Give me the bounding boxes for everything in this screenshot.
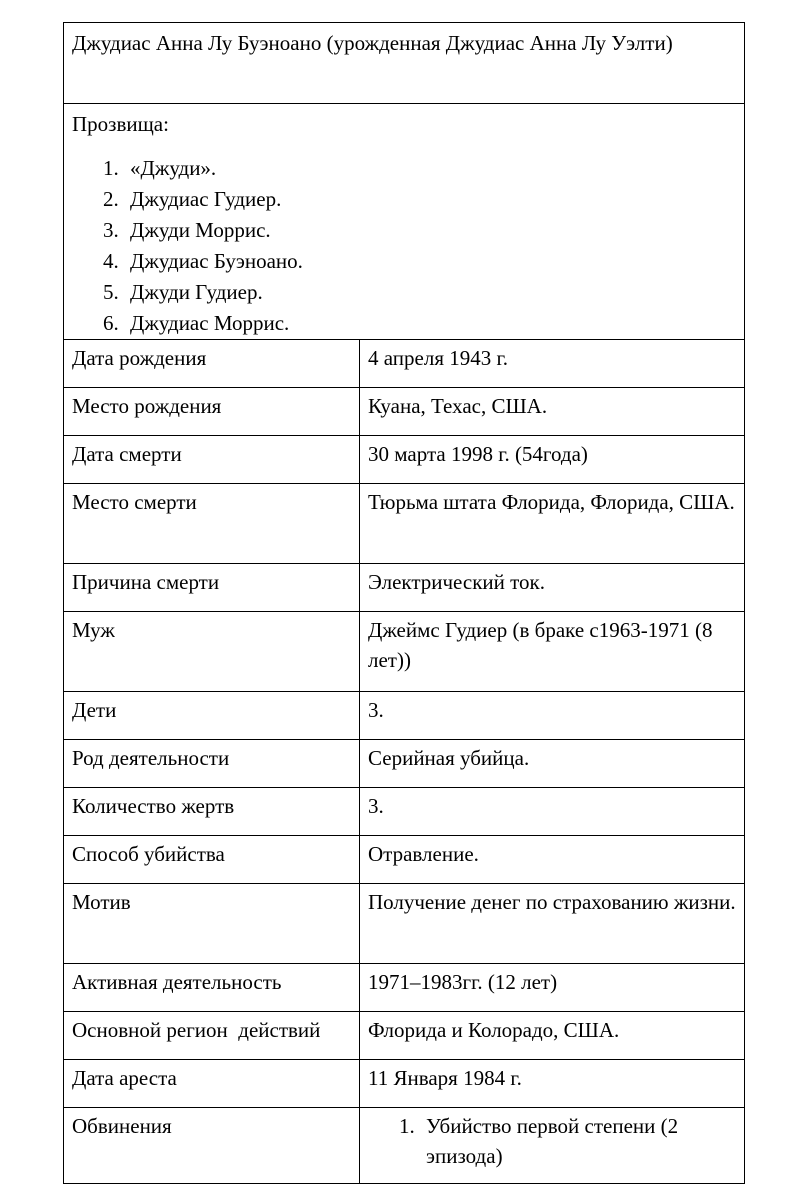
table-row [64, 692, 745, 740]
table-row [64, 484, 745, 564]
value-death-place: Тюрьма штата Флорида, Флорида, США. [360, 484, 745, 564]
label-children: Дети [64, 692, 360, 740]
table-row [64, 884, 745, 964]
document-sheet [63, 22, 744, 1184]
table-row [64, 436, 745, 484]
nickname-item: 2. Джудиас Гудиер. [124, 184, 736, 215]
nicknames-label: Прозвища: [72, 112, 169, 136]
label-method: Способ убийства [64, 836, 360, 884]
nickname-item: 5. Джуди Гудиер. [124, 277, 736, 308]
label-region: Основной регион действий [64, 1012, 360, 1060]
table-row [64, 964, 745, 1012]
label-motive: Мотив [64, 884, 360, 964]
value-death-date: 30 марта 1998 г. (54года) [360, 436, 745, 484]
table-row [64, 388, 745, 436]
table-row [64, 340, 745, 388]
value-husband: Джеймс Гудиер (в браке с1963-1971 (8 лет)) [360, 612, 745, 692]
nicknames-row [64, 104, 745, 340]
value-active: 1971–1983гг. (12 лет) [360, 964, 745, 1012]
label-victims: Количество жертв [64, 788, 360, 836]
title-row [64, 23, 745, 104]
value-victims: 3. [360, 788, 745, 836]
label-occupation: Род деятельности [64, 740, 360, 788]
nicknames-list [72, 153, 736, 339]
label-birth-place: Место рождения [64, 388, 360, 436]
label-death-place: Место смерти [64, 484, 360, 564]
table-row [64, 836, 745, 884]
nickname-item: 1. «Джуди». [124, 153, 736, 184]
label-death-cause: Причина смерти [64, 564, 360, 612]
table-row [64, 788, 745, 836]
label-birth-date: Дата рождения [64, 340, 360, 388]
value-birth-date: 4 апреля 1943 г. [360, 340, 745, 388]
value-death-cause: Электрический ток. [360, 564, 745, 612]
label-active: Активная деятельность [64, 964, 360, 1012]
label-death-date: Дата смерти [64, 436, 360, 484]
value-arrest: 11 Января 1984 г. [360, 1060, 745, 1108]
biography-table [63, 22, 745, 1184]
value-charges [360, 1108, 745, 1184]
table-row [64, 612, 745, 692]
label-husband: Муж [64, 612, 360, 692]
nickname-item: 3. Джуди Моррис. [124, 215, 736, 246]
value-occupation: Серийная убийца. [360, 740, 745, 788]
table-row [64, 1108, 745, 1184]
full-name-cell: Джудиас Анна Лу Буэноано (урожденная Джудиас Анна Лу Уэлти) [64, 23, 745, 104]
table-row [64, 740, 745, 788]
charge-item: 1. Убийство первой степени (2 эпизода) [420, 1111, 736, 1171]
value-region: Флорида и Колорадо, США. [360, 1012, 745, 1060]
value-motive: Получение денег по страхованию жизни. [360, 884, 745, 964]
value-method: Отравление. [360, 836, 745, 884]
value-children: 3. [360, 692, 745, 740]
table-row [64, 564, 745, 612]
table-row [64, 1012, 745, 1060]
table-row [64, 1060, 745, 1108]
charges-list [368, 1111, 736, 1171]
nickname-item: 6. Джудиас Моррис. [124, 308, 736, 339]
nickname-item: 4. Джудиас Буэноано. [124, 246, 736, 277]
nicknames-cell [64, 104, 745, 340]
value-birth-place: Куана, Техас, США. [360, 388, 745, 436]
label-arrest: Дата ареста [64, 1060, 360, 1108]
label-charges: Обвинения [64, 1108, 360, 1184]
